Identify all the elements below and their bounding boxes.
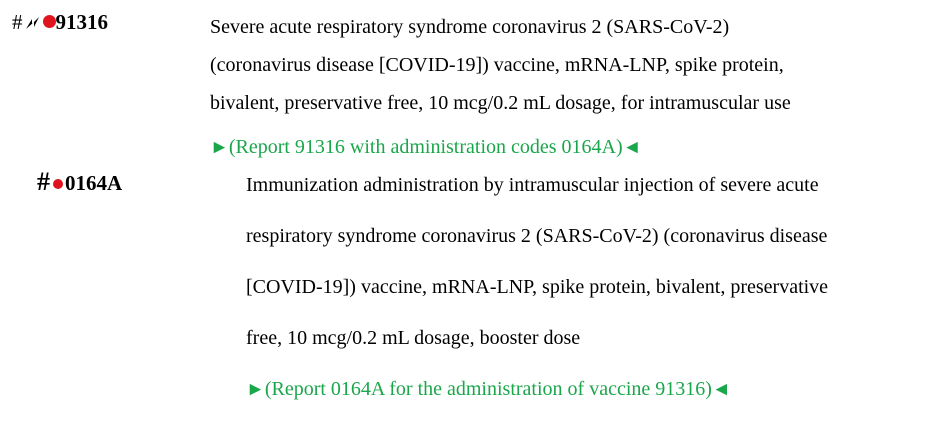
code-number: 0164A: [65, 171, 123, 195]
code-91316-label: [12, 10, 108, 34]
note-text: (Report 0164A for the administration of vaccine 91316): [264, 378, 712, 400]
description-line: free, 10 mcg/0.2 mL dosage, booster dose: [246, 327, 581, 349]
note-text: (Report 91316 with administration codes 0164A): [228, 136, 623, 158]
description-line: bivalent, preservative free, 10 mcg/0.2 mL dosage, for intramuscular use: [210, 92, 791, 114]
red-dot-icon: [53, 179, 63, 189]
hash-symbol: #: [37, 167, 50, 196]
code-0164A-label: [37, 167, 123, 196]
code-0164A-description: [246, 160, 828, 364]
description-line: respiratory syndrome coronavirus 2 (SARS-CoV-2) (coronavirus disease: [246, 225, 828, 247]
close-triangle-icon: ◄: [622, 137, 642, 158]
code-0164A-reporting-note: [246, 377, 731, 402]
open-triangle-icon: ►: [246, 379, 265, 400]
lightning-icon: [25, 16, 41, 30]
description-line: Severe acute respiratory syndrome coronavirus 2 (SARS-CoV-2): [210, 16, 730, 38]
description-line: Immunization administration by intramuscular injection of severe acute: [246, 174, 819, 196]
description-line: [COVID-19]) vaccine, mRNA-LNP, spike protein, bivalent, preservative: [246, 276, 829, 298]
close-triangle-icon: ◄: [711, 379, 731, 400]
code-number: 91316: [55, 10, 108, 34]
open-triangle-icon: ►: [210, 137, 229, 158]
hash-symbol: #: [12, 10, 23, 34]
red-dot-icon: [43, 15, 56, 28]
code-91316-reporting-note: [210, 135, 641, 160]
code-91316-description: [210, 8, 791, 122]
description-line: (coronavirus disease [COVID-19]) vaccine, mRNA-LNP, spike protein,: [210, 54, 784, 76]
